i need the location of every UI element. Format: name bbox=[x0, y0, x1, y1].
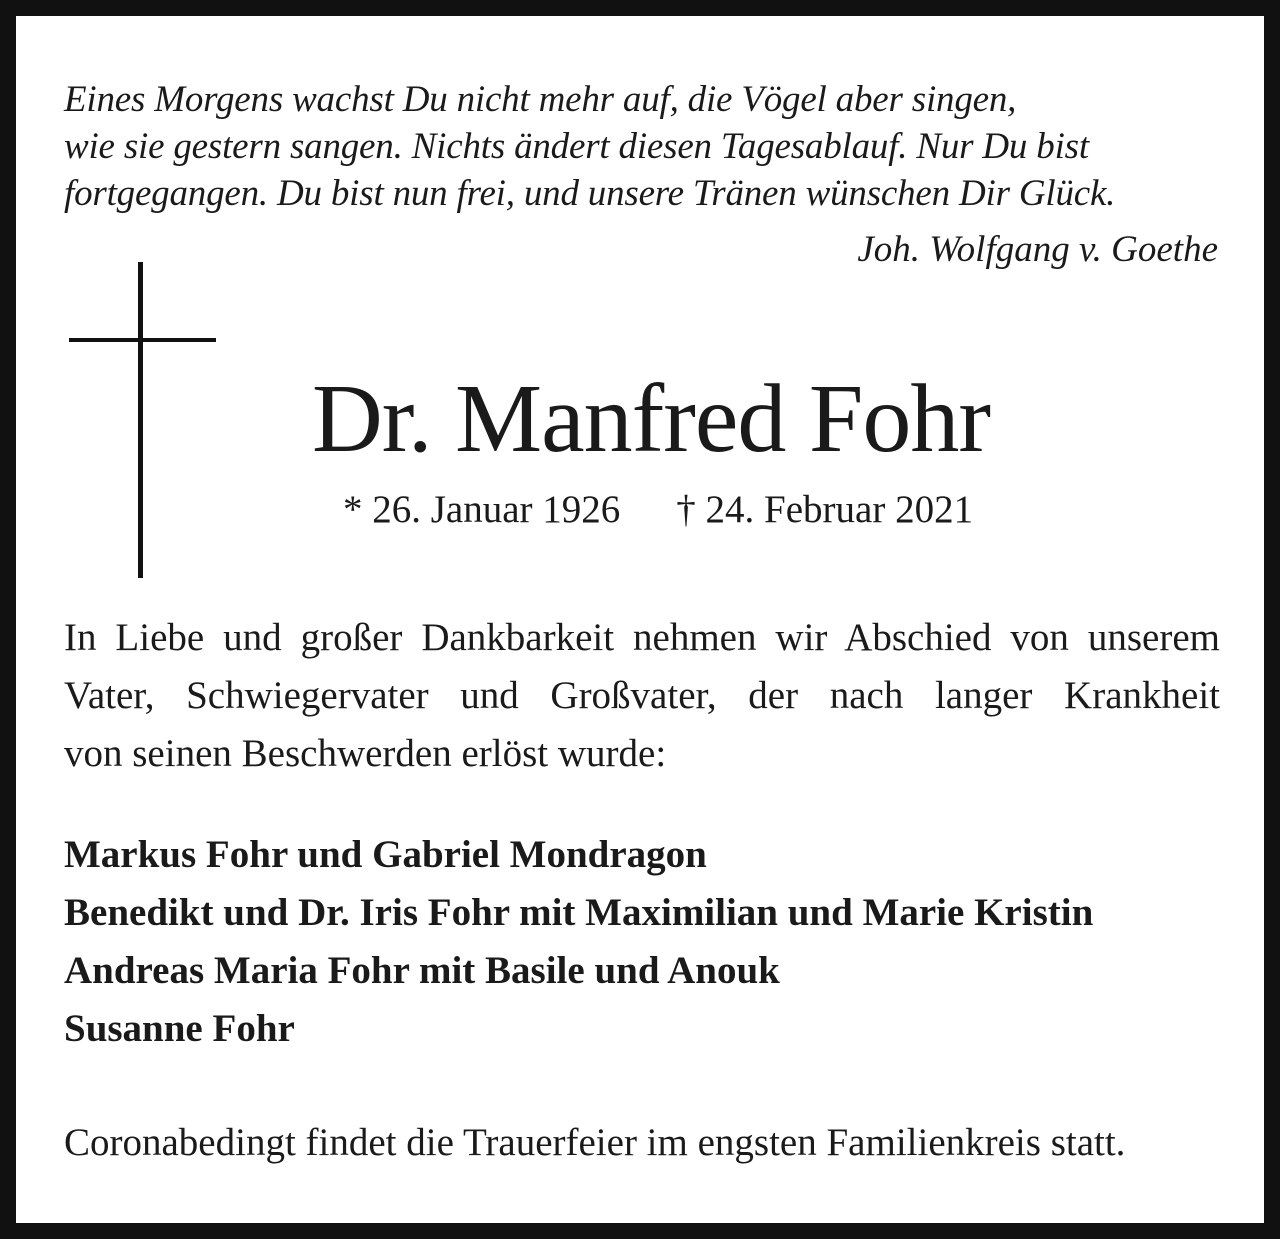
quote-line-3: fortgegangen. Du bist nun frei, und unsere Tränen wünschen Dir Glück. bbox=[64, 173, 1116, 214]
mourner-line: Andreas Maria Fohr mit Basile und Anouk bbox=[64, 949, 780, 992]
life-dates bbox=[343, 486, 973, 534]
quote-line-2: wie sie gestern sangen. Nichts ändert diesen Tagesablauf. Nur Du bist bbox=[64, 126, 1089, 167]
announcement-line-1: In Liebe und großer Dankbarkeit nehmen wir Abschied von unserem bbox=[64, 616, 1220, 659]
goethe-quote bbox=[64, 76, 1224, 217]
funeral-note: Coronabedingt findet die Trauerfeier im engsten Familienkreis statt. bbox=[64, 1121, 1126, 1164]
quote-author: Joh. Wolfgang v. Goethe bbox=[857, 229, 1218, 270]
mourner-line: Markus Fohr und Gabriel Mondragon bbox=[64, 833, 707, 876]
announcement-line-2: Vater, Schwiegervater und Großvater, der nach langer Krankheit bbox=[64, 674, 1220, 717]
death-date: † 24. Februar 2021 bbox=[676, 488, 974, 531]
cross-icon-vertical-bar bbox=[138, 262, 143, 578]
quote-line-1: Eines Morgens wachst Du nicht mehr auf, die Vögel aber singen, bbox=[64, 79, 1017, 120]
cross-icon-horizontal-bar bbox=[69, 338, 216, 342]
mourner-line: Susanne Fohr bbox=[64, 1007, 295, 1050]
mourner-line: Benedikt und Dr. Iris Fohr mit Maximilian und Marie Kristin bbox=[64, 891, 1094, 934]
announcement-text bbox=[64, 609, 1220, 783]
announcement-line-3: von seinen Beschwerden erlöst wurde: bbox=[64, 732, 667, 775]
deceased-name: Dr. Manfred Fohr bbox=[312, 365, 991, 473]
mourners-list bbox=[64, 826, 1093, 1058]
birth-date: * 26. Januar 1926 bbox=[343, 488, 621, 531]
